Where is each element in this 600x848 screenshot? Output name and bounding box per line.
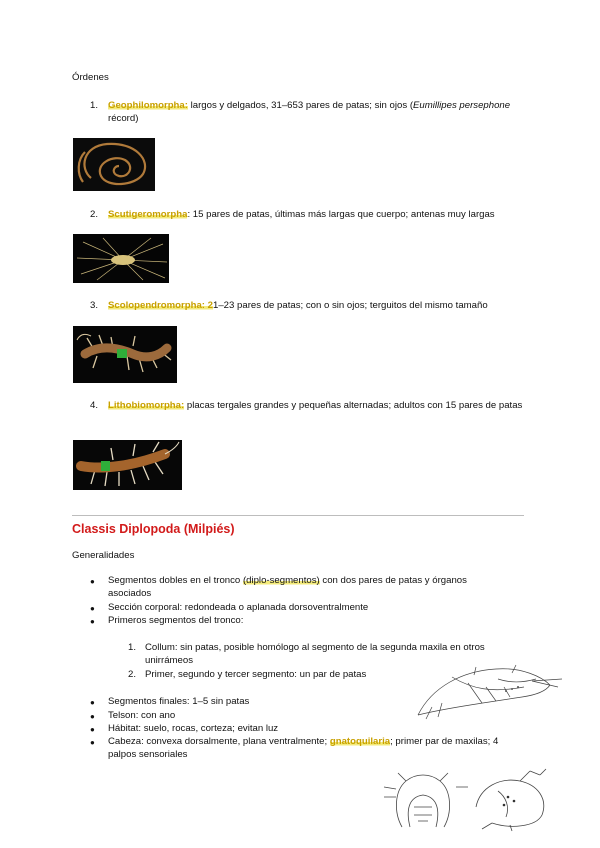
bullet-text: Cabeza: convexa dorsalmente, plana ventralmente;	[108, 736, 330, 747]
scutigeromorpha-photo	[73, 234, 169, 283]
bullet-glyph: ●	[90, 604, 95, 613]
order-name: Lithobiomorpha:	[108, 400, 185, 411]
order-name: Scolopendromorpha: 2	[108, 300, 214, 311]
section-divider	[72, 515, 524, 516]
bullet-glyph: ●	[90, 617, 95, 626]
bullet-item: Segmentos finales: 1–5 sin patas	[108, 696, 250, 707]
subheading: Generalidades	[72, 550, 135, 561]
bullet-glyph: ●	[90, 698, 95, 707]
bullet-item	[108, 574, 508, 601]
lithobiomorpha-photo	[73, 440, 182, 490]
diplopoda-anatomy-sketch	[412, 657, 572, 723]
order-scutigeromorpha	[108, 208, 528, 221]
scolopendromorpha-photo	[73, 326, 177, 383]
order-desc: placas tergales grandes y pequeñas alternadas; adultos con 15 pares de patas	[184, 400, 523, 411]
list-number: 2.	[90, 209, 99, 220]
bullet-text-end: con dos pares de patas y órganos asociados	[108, 575, 467, 600]
bullet-item: Telson: con ano	[108, 710, 176, 721]
bullet-item	[108, 735, 508, 762]
list-number: 1.	[128, 642, 137, 653]
bullet-glyph: ●	[90, 712, 95, 721]
subitem-collum: Collum: sin patas, posible homólogo al segmento de la segunda maxila en otros unirrámeos	[145, 642, 485, 667]
bullet-text: Segmentos dobles en el tronco	[108, 575, 243, 586]
order-geophilomorpha	[108, 99, 528, 126]
order-name: Scutigeromorpha	[108, 209, 188, 220]
order-desc-end: récord)	[108, 113, 139, 125]
bullet-glyph: ●	[90, 725, 95, 734]
order-scolopendromorpha	[108, 299, 528, 312]
bullet-item: Primeros segmentos del tronco:	[108, 615, 244, 626]
order-desc: : 15 pares de patas, últimas más largas que cuerpo; antenas muy largas	[187, 209, 495, 220]
bullet-item: Hábitat: suelo, rocas, corteza; evitan luz	[108, 723, 279, 734]
list-number: 1.	[90, 100, 99, 111]
highlight-term: gnatoquilaria	[329, 736, 391, 747]
ordenes-heading: Órdenes	[72, 72, 109, 83]
geophilomorpha-photo	[73, 138, 155, 191]
bullet-item: Sección corporal: redondeada o aplanada dorsoventralmente	[108, 602, 369, 613]
subitem-segments: Primer, segundo y tercer segmento: un par de patas	[145, 669, 367, 680]
bullet-glyph: ●	[90, 577, 95, 586]
section-title: Classis Diplopoda (Milpiés)	[72, 522, 235, 536]
bullet-glyph: ●	[90, 738, 95, 747]
list-number: 3.	[90, 300, 99, 311]
order-desc: largos y delgados, 31–653 pares de patas; sin ojos (	[187, 100, 414, 111]
list-number: 4.	[90, 400, 99, 411]
bullet-text-end: ; primer par de maxilas; 4 palpos sensoriales	[108, 736, 499, 761]
order-desc: 1–23 pares de patas; con o sin ojos; terguitos del mismo tamaño	[213, 300, 488, 311]
order-lithobiomorpha	[108, 399, 528, 412]
highlight-term: (diplo-segmentos)	[242, 575, 320, 586]
species-name: Eumillipes persephone	[413, 100, 511, 111]
order-name: Geophilomorpha:	[108, 100, 188, 111]
list-number: 2.	[128, 669, 137, 680]
diplopoda-head-sketch	[380, 767, 560, 833]
